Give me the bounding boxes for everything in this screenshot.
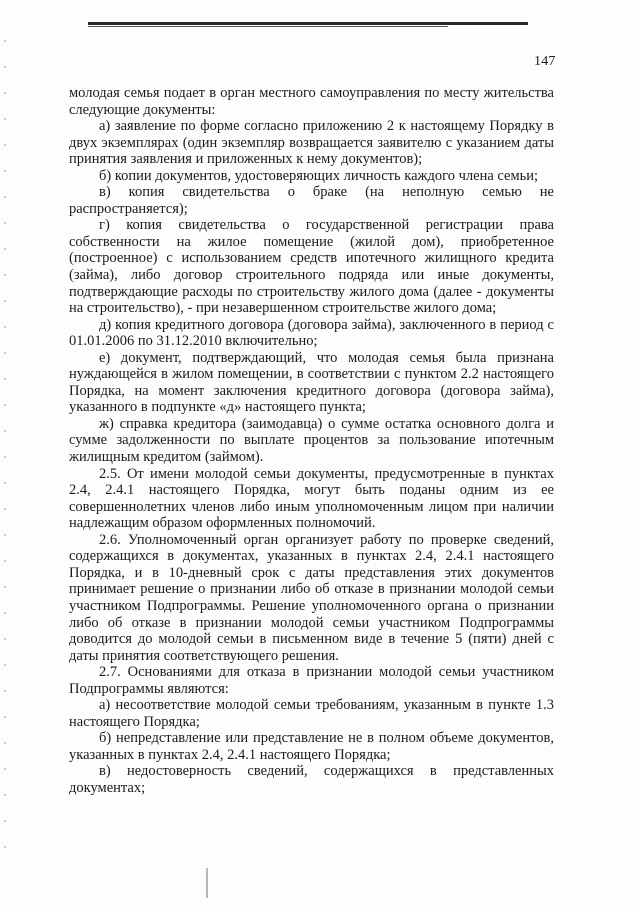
- paragraph-2-7-b: б) непредставление или представление не в полном объеме документов, указанных в пунктах 2.4, 2.4.1 настоящего Порядка;: [69, 730, 554, 763]
- document-body: [69, 85, 554, 797]
- paragraph-item-e: е) документ, подтверждающий, что молодая семья была признана нуждающейся в жилом помещении, в соответствии с пунктом 2.2 настоящего Порядка, на момент заключения кредитного договора (договора займа), указанного в подпункте «д» настоящего пункта;: [69, 349, 554, 416]
- paragraph-item-g: г) копия свидетельства о государственной регистрации права собственности на жилое помещение (жилой дом), приобретенное (построенное) с использованием средств ипотечного жилищного кредита (займа), либо договор строительного подряда или иные документы, подтверждающие расходы по строительству жилого дома (далее - документы на строительство), - при незавершенном строительстве жилого дома;: [69, 217, 554, 317]
- paragraph-item-zh: ж) справка кредитора (заимодавца) о сумме остатка основного долга и сумме задолженности по выплате процентов за пользование ипотечным жилищным кредитом (займом).: [69, 415, 554, 466]
- paragraph-item-a: а) заявление по форме согласно приложению 2 к настоящему Порядку в двух экземплярах (один экземпляр возвращается заявителю с указанием даты принятия заявления и приложенных к нему документов);: [69, 118, 554, 168]
- paragraph-2-7-v: в) недостоверность сведений, содержащихся в представленных документах;: [69, 763, 554, 796]
- paragraph-item-b: б) копии документов, удостоверяющих личность каждого члена семьи;: [99, 167, 539, 184]
- scan-margin-artifact: [4, 40, 6, 860]
- paragraph-item-d: д) копия кредитного договора (договора займа), заключенного в период с 01.01.2006 по 31.12.2010 включительно;: [69, 316, 554, 350]
- page-number: 147: [534, 54, 556, 69]
- scan-bottom-artifact: [206, 868, 208, 898]
- paragraph-item-v: в) копия свидетельства о браке (на неполную семью не распространяется);: [69, 184, 554, 217]
- top-border-line-secondary: [88, 26, 448, 27]
- paragraph-intro: молодая семья подает в орган местного самоуправления по месту жительства следующие документы:: [69, 85, 554, 118]
- paragraph-2-5: 2.5. От имени молодой семьи документы, предусмотренные в пунктах 2.4, 2.4.1 настоящего Порядка, могут быть поданы одним из ее совершеннолетних членов либо иным уполномоченным лицом при наличии надлежащим образом оформленных полномочий.: [69, 465, 554, 532]
- paragraph-2-6: 2.6. Уполномоченный орган организует работу по проверке сведений, содержащихся в документах, указанных в пунктах 2.4, 2.4.1 настоящего Порядка, и в 10-дневный срок с даты представления этих документов принимает решение о признании либо об отказе в признании молодой семьи участником Подпрограммы. Решение уполномоченного органа о признании либо об отказе в признании молодой семьи участником Подпрограммы доводится до молодой семьи в письменном виде в течение 5 (пяти) дней с даты принятия соответствующего решения.: [69, 531, 554, 664]
- paragraph-2-7: 2.7. Основаниями для отказа в признании молодой семьи участником Подпрограммы являются:: [69, 664, 554, 697]
- top-border-line: [88, 22, 528, 25]
- paragraph-2-7-a: а) несоответствие молодой семьи требованиям, указанным в пункте 1.3 настоящего Порядка;: [69, 697, 554, 730]
